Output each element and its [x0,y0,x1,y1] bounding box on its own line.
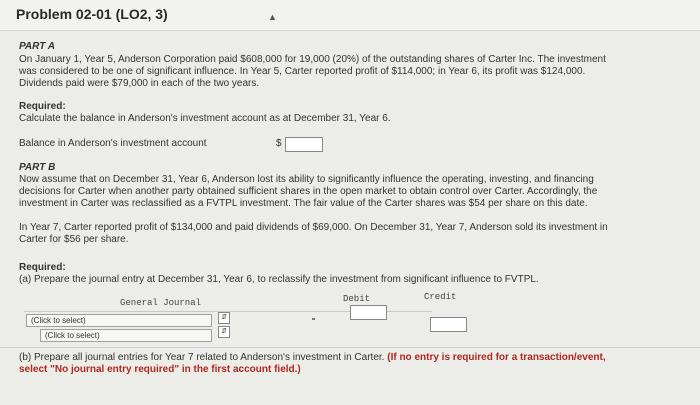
journal-row-1-account-select[interactable] [26,314,212,327]
requirement-a-text: (a) Prepare the journal entry at December 31, Year 6, to reclassify the investment from significant influence to FVTPL. [19,274,539,285]
balance-input[interactable] [285,137,323,152]
balance-dollar-sign: $ [276,138,282,149]
part-a-required-label: Required: [19,101,66,112]
part-b-line-3: investment in Carter was reclassified as a FVTPL investment. The fair value of the Carter shares was $54 per share on this date. [19,198,588,209]
journal-row-2-credit-input[interactable] [430,317,467,332]
journal-row-2-account-select[interactable] [40,329,212,342]
dash-mark [312,318,315,320]
balance-label: Balance in Anderson's investment account [19,138,207,149]
section-divider [0,347,700,348]
journal-row-2-select-label: (Click to select) [45,331,100,340]
part-a-line-1: On January 1, Year 5, Anderson Corporation paid $608,000 for 19,000 (20%) of the outstanding shares of Carter Inc. The investment [19,54,606,65]
part-a-required-text: Calculate the balance in Anderson's investment account as at December 31, Year 6. [19,113,391,124]
requirement-b-warning-1: (If no entry is required for a transaction/event, [387,352,606,363]
part-b-line-2: decisions for Carter when another party obtained sufficient shares in the open market to obtain control over Carter. Accordingly, the [19,186,598,197]
requirement-b-text [19,352,699,364]
requirement-b-warning-2: select "No journal entry required" in the first account field.) [19,364,301,375]
part-b-line-5: Carter for $56 per share. [19,234,129,245]
requirement-b-prefix: (b) Prepare all journal entries for Year 7 related to Anderson's investment in Carter. [19,352,385,363]
part-a-line-2: was considered to be one of significant influence. In Year 5, Carter reported profit of $114,000; in Year 6, its profit was $124,000. [19,66,586,77]
journal-debit-header: Debit [343,294,371,304]
journal-account-header: General Journal [120,298,202,308]
part-a-line-3: Dividends paid were $79,000 in each of the two years. [19,78,260,89]
journal-row-1-select-label: (Click to select) [31,316,86,325]
journal-row-1-dropdown-icon[interactable]: ⇵ [218,312,230,324]
part-b-required-label: Required: [19,262,66,273]
journal-row-2-dropdown-icon[interactable]: ⇵ [218,326,230,338]
journal-row-1-debit-input[interactable] [350,305,387,320]
part-b-line-4: In Year 7, Carter reported profit of $134,000 and paid dividends of $69,000. On December 31, Year 7, Anderson sold its investment in [19,222,608,233]
part-a-heading: PART A [19,41,55,52]
part-b-heading: PART B [19,162,56,173]
mouse-cursor-icon: ▲ [268,12,277,22]
part-b-line-1: Now assume that on December 31, Year 6, Anderson lost its ability to significantly influence the operating, investing, and financing [19,174,594,185]
journal-credit-header: Credit [424,292,457,302]
page-title: Problem 02-01 (LO2, 3) [16,6,168,22]
